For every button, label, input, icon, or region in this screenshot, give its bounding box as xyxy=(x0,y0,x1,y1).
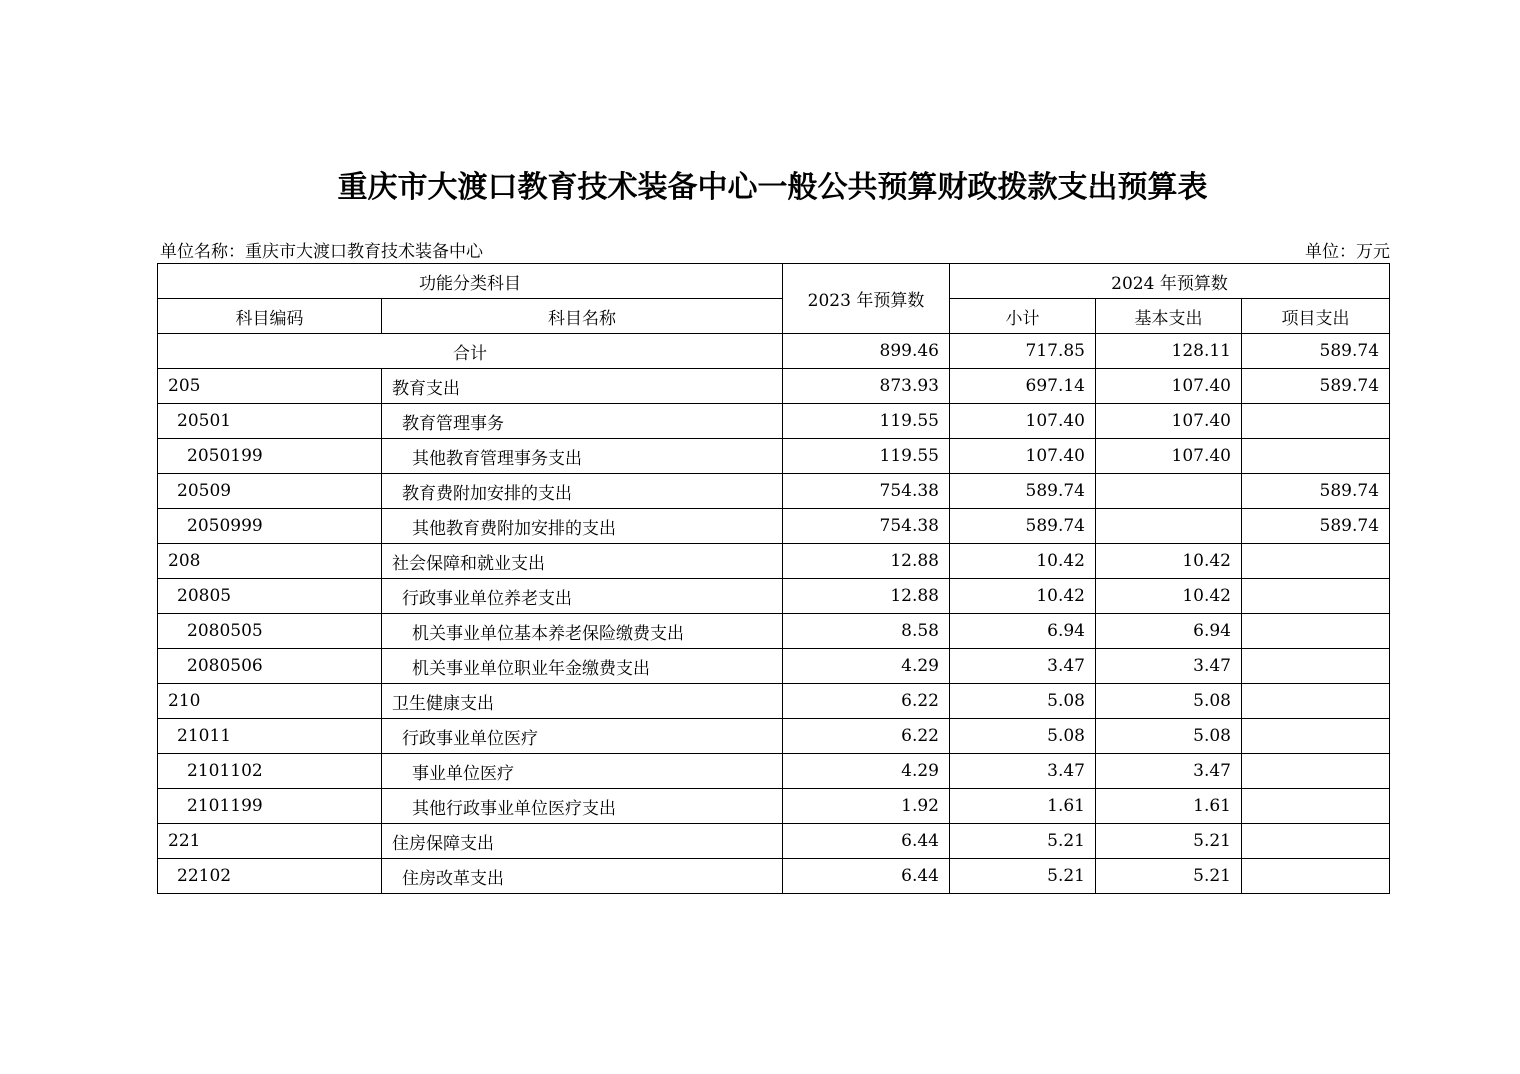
table-row xyxy=(158,684,1390,719)
total-b2023: 899.46 xyxy=(783,334,950,369)
total-label: 合计 xyxy=(158,334,783,369)
cell-b2023: 4.29 xyxy=(783,754,950,789)
cell-project xyxy=(1242,579,1390,614)
cell-name: 教育费附加安排的支出 xyxy=(382,474,783,509)
header-name: 科目名称 xyxy=(382,299,783,334)
cell-basic xyxy=(1096,509,1242,544)
cell-project xyxy=(1242,789,1390,824)
cell-subtotal: 5.21 xyxy=(950,859,1096,894)
cell-b2023: 12.88 xyxy=(783,544,950,579)
cell-project xyxy=(1242,684,1390,719)
page-title: 重庆市大渡口教育技术装备中心一般公共预算财政拨款支出预算表 xyxy=(337,170,1208,205)
cell-code: 2050999 xyxy=(158,509,382,544)
header-basic: 基本支出 xyxy=(1096,299,1242,334)
header-row-1 xyxy=(158,264,1390,299)
cell-basic: 5.08 xyxy=(1096,719,1242,754)
cell-code: 2080506 xyxy=(158,649,382,684)
cell-project: 589.74 xyxy=(1242,369,1390,404)
cell-basic: 3.47 xyxy=(1096,754,1242,789)
cell-project xyxy=(1242,824,1390,859)
total-project: 589.74 xyxy=(1242,334,1390,369)
cell-subtotal: 5.21 xyxy=(950,824,1096,859)
table-row xyxy=(158,369,1390,404)
cell-subtotal: 697.14 xyxy=(950,369,1096,404)
table-row xyxy=(158,789,1390,824)
cell-project xyxy=(1242,649,1390,684)
cell-subtotal: 5.08 xyxy=(950,719,1096,754)
unit-label: 单位：万元 xyxy=(1305,242,1390,262)
cell-code: 205 xyxy=(158,369,382,404)
header-budget-2023: 2023 年预算数 xyxy=(783,264,950,334)
cell-subtotal: 1.61 xyxy=(950,789,1096,824)
cell-b2023: 8.58 xyxy=(783,614,950,649)
cell-b2023: 4.29 xyxy=(783,649,950,684)
cell-basic: 10.42 xyxy=(1096,579,1242,614)
cell-code: 20805 xyxy=(158,579,382,614)
cell-basic: 5.08 xyxy=(1096,684,1242,719)
cell-code: 20509 xyxy=(158,474,382,509)
cell-name: 卫生健康支出 xyxy=(382,684,783,719)
cell-code: 21011 xyxy=(158,719,382,754)
cell-subtotal: 589.74 xyxy=(950,474,1096,509)
header-subtotal: 小计 xyxy=(950,299,1096,334)
total-basic: 128.11 xyxy=(1096,334,1242,369)
table-row xyxy=(158,719,1390,754)
table-row xyxy=(158,614,1390,649)
cell-b2023: 6.22 xyxy=(783,684,950,719)
table-row xyxy=(158,474,1390,509)
cell-name: 机关事业单位基本养老保险缴费支出 xyxy=(382,614,783,649)
cell-subtotal: 3.47 xyxy=(950,649,1096,684)
cell-name: 教育支出 xyxy=(382,369,783,404)
cell-basic: 5.21 xyxy=(1096,859,1242,894)
cell-code: 208 xyxy=(158,544,382,579)
cell-basic xyxy=(1096,474,1242,509)
cell-code: 20501 xyxy=(158,404,382,439)
unit-name-label: 单位名称：重庆市大渡口教育技术装备中心 xyxy=(160,242,483,262)
cell-subtotal: 5.08 xyxy=(950,684,1096,719)
total-subtotal: 717.85 xyxy=(950,334,1096,369)
cell-project xyxy=(1242,544,1390,579)
cell-code: 221 xyxy=(158,824,382,859)
cell-basic: 3.47 xyxy=(1096,649,1242,684)
cell-b2023: 754.38 xyxy=(783,509,950,544)
cell-b2023: 754.38 xyxy=(783,474,950,509)
cell-basic: 107.40 xyxy=(1096,439,1242,474)
cell-name: 机关事业单位职业年金缴费支出 xyxy=(382,649,783,684)
cell-project xyxy=(1242,754,1390,789)
header-project: 项目支出 xyxy=(1242,299,1390,334)
header-category-group: 功能分类科目 xyxy=(158,264,783,299)
table-row xyxy=(158,579,1390,614)
cell-basic: 107.40 xyxy=(1096,404,1242,439)
header-code: 科目编码 xyxy=(158,299,382,334)
cell-name: 其他教育费附加安排的支出 xyxy=(382,509,783,544)
budget-table xyxy=(157,263,1390,894)
cell-b2023: 119.55 xyxy=(783,404,950,439)
cell-subtotal: 10.42 xyxy=(950,544,1096,579)
table-row xyxy=(158,824,1390,859)
cell-basic: 1.61 xyxy=(1096,789,1242,824)
cell-code: 210 xyxy=(158,684,382,719)
cell-b2023: 6.44 xyxy=(783,859,950,894)
cell-project xyxy=(1242,439,1390,474)
cell-project xyxy=(1242,614,1390,649)
cell-b2023: 6.44 xyxy=(783,824,950,859)
cell-code: 22102 xyxy=(158,859,382,894)
cell-name: 行政事业单位养老支出 xyxy=(382,579,783,614)
cell-subtotal: 107.40 xyxy=(950,439,1096,474)
cell-code: 2101199 xyxy=(158,789,382,824)
cell-b2023: 119.55 xyxy=(783,439,950,474)
table-row xyxy=(158,754,1390,789)
cell-name: 事业单位医疗 xyxy=(382,754,783,789)
cell-name: 其他教育管理事务支出 xyxy=(382,439,783,474)
cell-name: 住房保障支出 xyxy=(382,824,783,859)
cell-basic: 5.21 xyxy=(1096,824,1242,859)
cell-project: 589.74 xyxy=(1242,509,1390,544)
cell-b2023: 12.88 xyxy=(783,579,950,614)
cell-subtotal: 107.40 xyxy=(950,404,1096,439)
cell-subtotal: 589.74 xyxy=(950,509,1096,544)
table-row xyxy=(158,439,1390,474)
meta-row xyxy=(160,237,1390,261)
cell-name: 教育管理事务 xyxy=(382,404,783,439)
cell-b2023: 6.22 xyxy=(783,719,950,754)
cell-code: 2080505 xyxy=(158,614,382,649)
cell-b2023: 1.92 xyxy=(783,789,950,824)
cell-name: 社会保障和就业支出 xyxy=(382,544,783,579)
cell-basic: 107.40 xyxy=(1096,369,1242,404)
total-row xyxy=(158,334,1390,369)
cell-project xyxy=(1242,404,1390,439)
header-budget-2024: 2024 年预算数 xyxy=(950,264,1390,299)
cell-project xyxy=(1242,719,1390,754)
header-row-2 xyxy=(158,299,1390,334)
cell-code: 2101102 xyxy=(158,754,382,789)
cell-basic: 6.94 xyxy=(1096,614,1242,649)
cell-subtotal: 6.94 xyxy=(950,614,1096,649)
cell-subtotal: 3.47 xyxy=(950,754,1096,789)
cell-project: 589.74 xyxy=(1242,474,1390,509)
cell-name: 行政事业单位医疗 xyxy=(382,719,783,754)
cell-subtotal: 10.42 xyxy=(950,579,1096,614)
cell-name: 住房改革支出 xyxy=(382,859,783,894)
cell-name: 其他行政事业单位医疗支出 xyxy=(382,789,783,824)
cell-b2023: 873.93 xyxy=(783,369,950,404)
table-row xyxy=(158,544,1390,579)
table-row xyxy=(158,649,1390,684)
cell-basic: 10.42 xyxy=(1096,544,1242,579)
cell-project xyxy=(1242,859,1390,894)
table-row xyxy=(158,404,1390,439)
table-row xyxy=(158,859,1390,894)
table-row xyxy=(158,509,1390,544)
cell-code: 2050199 xyxy=(158,439,382,474)
